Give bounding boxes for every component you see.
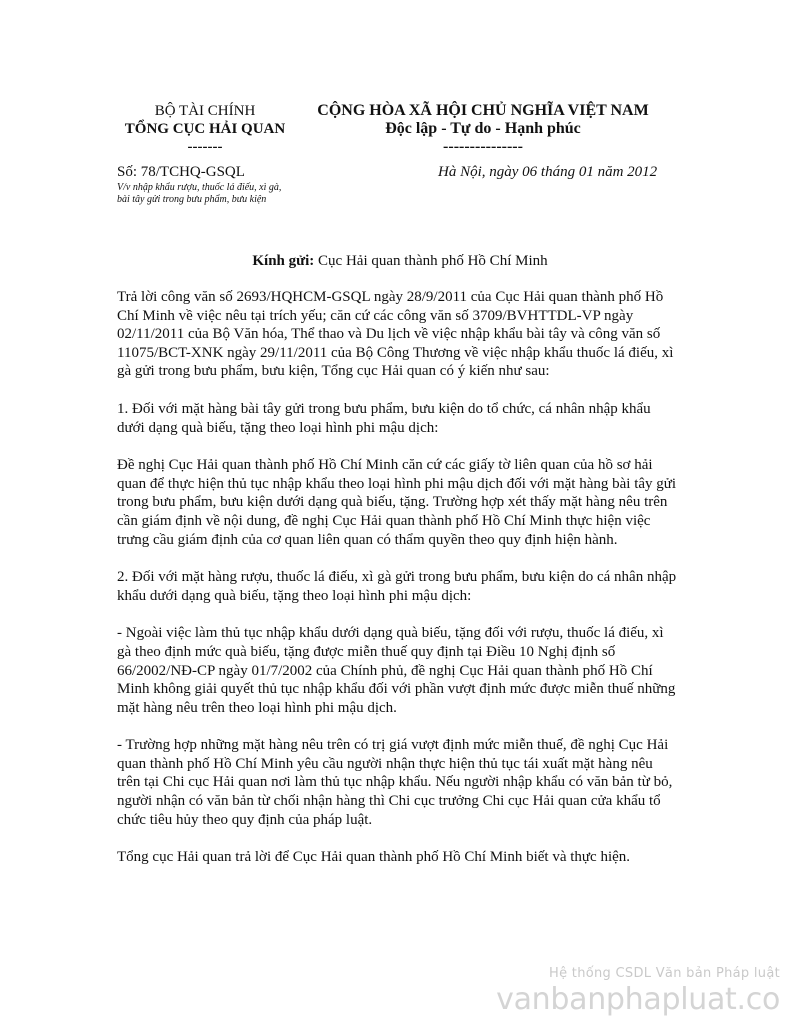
ministry-name: BỘ TÀI CHÍNH xyxy=(154,103,256,119)
national-motto: Độc lập - Tự do - Hạnh phúc xyxy=(385,120,581,137)
body-paragraph: - Trường hợp những mặt hàng nêu trên có trị giá vượt định mức miễn thuế, đề nghị Cục Hải quan thành phố Hồ Chí Minh yêu cầu người nhận thực hiện thủ tục tái xuất mặt hàng nêu trên tại Chi cục Hải quan nơi làm thủ tục nhập khẩu. Nếu người nhập khẩu có văn bản từ bỏ, người nhận có văn bản từ chối nhận hàng thì Chi cục trưởng Chi cục Hải quan cửa khẩu tổ chức tiêu hủy theo quy định của pháp luật. xyxy=(117,737,673,828)
subject-line-1: V/v nhập khẩu rượu, thuốc lá điếu, xì gà, xyxy=(117,182,282,193)
body-paragraph: 2. Đối với mặt hàng rượu, thuốc lá điếu, xì gà gửi trong bưu phẩm, bưu kiện do cá nhân nhập khẩu dưới dạng quà biếu, tặng theo loại hình phi mậu dịch: xyxy=(117,569,677,604)
recipient-label: Kính gửi: xyxy=(252,253,315,269)
watermark-site: vanbanphapluat.co xyxy=(496,982,780,1017)
letter-body xyxy=(117,288,677,886)
body-paragraph: Tổng cục Hải quan trả lời để Cục Hải quan thành phố Hồ Chí Minh biết và thực hiện. xyxy=(117,849,631,866)
department-name: TỔNG CỤC HẢI QUAN xyxy=(124,121,286,137)
body-paragraph: 1. Đối với mặt hàng bài tây gửi trong bưu phẩm, bưu kiện do tổ chức, cá nhân nhập khẩu dưới dạng quà biếu, tặng theo loại hình phi mậu dịch: xyxy=(117,400,651,436)
body-paragraph: - Ngoài việc làm thủ tục nhập khẩu dưới dạng quà biếu, tặng đối với rượu, thuốc lá điếu, xì gà theo định mức quà biếu, tặng được miễn thuế quy định tại Điều 10 Nghị định số 66/2002/NĐ-CP ngày 01/7/2002 của Chính phủ, đề nghị Cục Hải quan thành phố Hồ Chí Minh không giải quyết thủ tục nhập khẩu đối với phần vượt định mức được miễn thuế những mặt hàng nêu trên theo loại hình phi mậu dịch. xyxy=(117,625,676,716)
motto-rule: --------------- xyxy=(443,138,523,155)
document-number: Số: 78/TCHQ-GSQL xyxy=(117,164,245,180)
issuer-block xyxy=(100,102,310,156)
country-name: CỘNG HÒA XÃ HỘI CHỦ NGHĨA VIỆT NAM xyxy=(317,102,649,119)
national-header xyxy=(316,102,650,156)
place-date: Hà Nội, ngày 06 tháng 01 năm 2012 xyxy=(438,164,658,180)
body-paragraph: Trả lời công văn số 2693/HQHCM-GSQL ngày 28/9/2011 của Cục Hải quan thành phố Hồ Chí Minh về việc nêu tại trích yếu; căn cứ các công văn số 3709/BVHTTDL-VP ngày 02/11/2011 của Bộ Văn hóa, Thể thao và Du lịch về việc nhập khẩu bài tây và công văn số 11075/BCT-XNK ngày 29/11/2011 của Bộ Công Thương về việc nhập khẩu thuốc lá điếu, xì gà gửi trong bưu phẩm, bưu kiện, Tổng cục Hải quan có ý kiến như sau: xyxy=(117,289,674,380)
issuer-rule: ------- xyxy=(187,139,223,155)
document-subject xyxy=(117,182,281,206)
body-paragraph: Đề nghị Cục Hải quan thành phố Hồ Chí Minh căn cứ các giấy tờ liên quan của hồ sơ hải quan để thực hiện thủ tục nhập khẩu theo loại hình phi mậu dịch đối với mặt hàng bài tây gửi trong bưu phẩm, bưu kiện dưới dạng quà biếu, tặng. Trường hợp xét thấy mặt hàng nêu trên cần giám định về nội dung, đề nghị Cục Hải quan thành phố Hồ Chí Minh thực hiện việc trưng cầu giám định của cơ quan liên quan có thẩm quyền theo quy định hiện hành. xyxy=(117,457,677,548)
subject-line-2: bài tây gửi trong bưu phẩm, bưu kiện xyxy=(117,194,267,205)
recipient-line xyxy=(0,253,800,270)
watermark-caption: Hệ thống CSDL Văn bản Pháp luật xyxy=(549,966,780,981)
recipient-name: Cục Hải quan thành phố Hồ Chí Minh xyxy=(314,253,548,269)
